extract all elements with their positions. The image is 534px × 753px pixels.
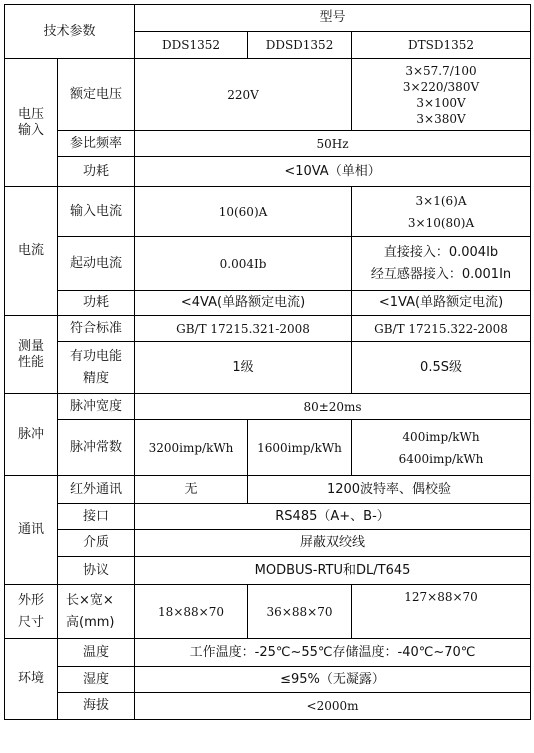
- protocol-value: MODBUS-RTU和DL/T645: [135, 557, 531, 585]
- ref-frequency-label: 参比频率: [58, 131, 135, 157]
- current-power-row: [5, 291, 531, 316]
- temperature-value: 工作温度：-25℃~55℃存储温度：-40℃~70℃: [135, 639, 531, 667]
- current-power-single: <4VA(单路额定电流): [135, 291, 352, 316]
- input-current-three: 3×1(6)A 3×10(80)A: [352, 187, 531, 237]
- pulse-width-label: 脉冲宽度: [58, 394, 135, 420]
- medium-row: [5, 530, 531, 557]
- pulse-width-row: [5, 394, 531, 420]
- standard-label: 符合标准: [58, 316, 135, 342]
- humidity-label: 湿度: [58, 667, 135, 693]
- pulse-constant-dds: 3200imp/kWh: [135, 420, 248, 476]
- rated-voltage-three: 3×57.7/100 3×220/380V 3×100V 3×380V: [352, 59, 531, 131]
- standard-row: [5, 316, 531, 342]
- accuracy-three: 0.5S级: [352, 342, 531, 394]
- size-label: 长×宽× 高(mm): [58, 585, 135, 639]
- standard-single: GB/T 17215.321-2008: [135, 316, 352, 342]
- ref-frequency-row: [5, 131, 531, 157]
- model-ddsd1352: DDSD1352: [248, 32, 352, 59]
- dimensions-group-label: 外形 尺寸: [5, 585, 58, 639]
- size-dds: 18×88×70: [135, 585, 248, 639]
- model-dtsd1352: DTSD1352: [352, 32, 531, 59]
- voltage-group-label: 电压 输入: [5, 59, 58, 187]
- infrared-other: 1200波特率、偶校验: [248, 476, 531, 504]
- standard-three: GB/T 17215.322-2008: [352, 316, 531, 342]
- altitude-label: 海拔: [58, 693, 135, 720]
- communication-group-label: 通讯: [5, 476, 58, 585]
- current-power-three: <1VA(单路额定电流): [352, 291, 531, 316]
- interface-value: RS485（A+、B-）: [135, 504, 531, 530]
- interface-row: [5, 504, 531, 530]
- pulse-constant-ddsd: 1600imp/kWh: [248, 420, 352, 476]
- pulse-width-value: 80±20ms: [135, 394, 531, 420]
- ref-frequency-value: 50Hz: [135, 131, 531, 157]
- start-current-label: 起动电流: [58, 237, 135, 291]
- humidity-value: ≤95%（无凝露）: [135, 667, 531, 693]
- temperature-label: 温度: [58, 639, 135, 667]
- protocol-row: [5, 557, 531, 585]
- voltage-power-row: [5, 157, 531, 187]
- environment-group-label: 环境: [5, 639, 58, 720]
- rated-voltage-label: 额定电压: [58, 59, 135, 131]
- input-current-row: [5, 187, 531, 237]
- start-current-row: [5, 237, 531, 291]
- start-current-three: 直接接入：0.004Ib 经互感器接入：0.001In: [352, 237, 531, 291]
- humidity-row: [5, 667, 531, 693]
- model-header: 型号: [135, 5, 531, 32]
- input-current-label: 输入电流: [58, 187, 135, 237]
- pulse-group-label: 脉冲: [5, 394, 58, 476]
- current-power-label: 功耗: [58, 291, 135, 316]
- input-current-single: 10(60)A: [135, 187, 352, 237]
- measurement-group-label: 测量 性能: [5, 316, 58, 394]
- model-dds1352: DDS1352: [135, 32, 248, 59]
- altitude-row: [5, 693, 531, 720]
- accuracy-label: 有功电能 精度: [58, 342, 135, 394]
- medium-value: 屏蔽双绞线: [135, 530, 531, 557]
- header-row: [5, 5, 531, 32]
- size-dtsd: 127×88×70: [352, 585, 531, 639]
- start-current-single: 0.004Ib: [135, 237, 352, 291]
- infrared-dds: 无: [135, 476, 248, 504]
- altitude-value: <2000m: [135, 693, 531, 720]
- infrared-label: 红外通讯: [58, 476, 135, 504]
- rated-voltage-single: 220V: [135, 59, 352, 131]
- temperature-row: [5, 639, 531, 667]
- infrared-row: [5, 476, 531, 504]
- spec-table: [4, 4, 531, 720]
- size-row: [5, 585, 531, 639]
- pulse-constant-row: [5, 420, 531, 476]
- pulse-constant-dtsd: 400imp/kWh 6400imp/kWh: [352, 420, 531, 476]
- accuracy-row: [5, 342, 531, 394]
- voltage-power-value: <10VA（单相）: [135, 157, 531, 187]
- interface-label: 接口: [58, 504, 135, 530]
- medium-label: 介质: [58, 530, 135, 557]
- voltage-power-label: 功耗: [58, 157, 135, 187]
- current-group-label: 电流: [5, 187, 58, 316]
- pulse-constant-label: 脉冲常数: [58, 420, 135, 476]
- rated-voltage-row: [5, 59, 531, 131]
- accuracy-single: 1级: [135, 342, 352, 394]
- protocol-label: 协议: [58, 557, 135, 585]
- size-ddsd: 36×88×70: [248, 585, 352, 639]
- param-header: 技术参数: [5, 5, 135, 59]
